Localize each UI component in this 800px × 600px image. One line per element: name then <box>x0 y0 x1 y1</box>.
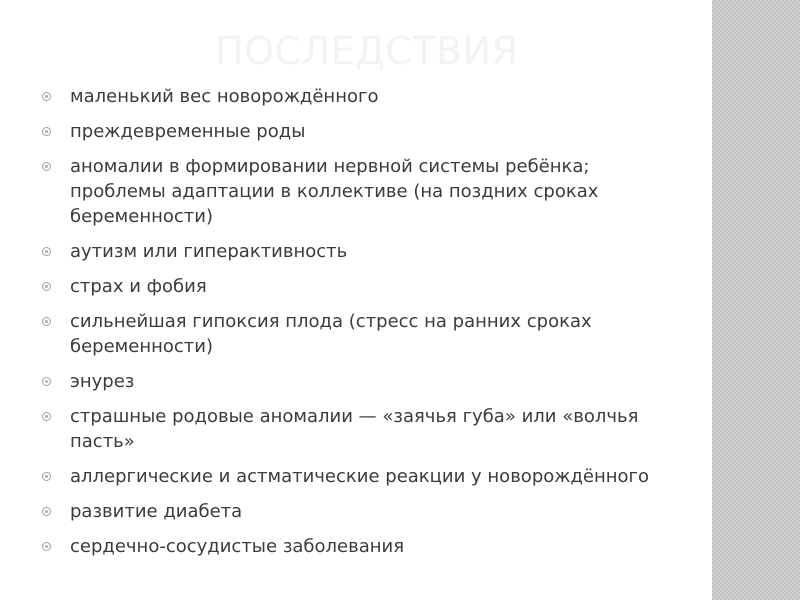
bullet-item <box>40 154 660 229</box>
circle-bullet-icon <box>42 317 51 326</box>
circle-bullet-icon <box>42 377 51 386</box>
side-decoration-panel <box>712 0 800 600</box>
circle-bullet-icon <box>42 162 51 171</box>
bullet-text: развитие диабета <box>70 501 243 522</box>
bullet-item <box>40 499 660 524</box>
bullet-text: сильнейшая гипоксия плода (стресс на ранних сроках беременности) <box>70 311 592 357</box>
bullet-item <box>40 239 660 264</box>
bullet-item <box>40 369 660 394</box>
bullet-text: преждевременные роды <box>70 121 306 142</box>
bullet-text: сердечно-сосудистые заболевания <box>70 536 405 557</box>
circle-bullet-icon <box>42 507 51 516</box>
circle-bullet-icon <box>42 247 51 256</box>
circle-bullet-icon <box>42 542 51 551</box>
bullet-item <box>40 274 660 299</box>
circle-bullet-icon <box>42 472 51 481</box>
bullet-text: страшные родовые аномалии — «заячья губа» или «волчья пасть» <box>70 406 639 452</box>
bullet-item <box>40 84 660 109</box>
bullet-list <box>40 84 660 569</box>
slide-title: ПОСЛЕДСТВИЯ <box>215 29 519 73</box>
bullet-text: страх и фобия <box>70 276 207 297</box>
circle-bullet-icon <box>42 127 51 136</box>
bullet-item <box>40 119 660 144</box>
bullet-item <box>40 534 660 559</box>
bullet-item <box>40 404 660 454</box>
bullet-item <box>40 464 660 489</box>
circle-bullet-icon <box>42 282 51 291</box>
bullet-text: маленький вес новорождённого <box>70 86 379 107</box>
circle-bullet-icon <box>42 412 51 421</box>
bullet-item <box>40 309 660 359</box>
bullet-text: аллергические и астматические реакции у новорождённого <box>70 466 650 487</box>
bullet-text: аутизм или гиперактивность <box>70 241 348 262</box>
bullet-text: энурез <box>70 371 135 392</box>
bullet-text: аномалии в формировании нервной системы ребёнка; проблемы адаптации в коллективе (на поздних сроках беременности) <box>70 156 599 227</box>
circle-bullet-icon <box>42 92 51 101</box>
